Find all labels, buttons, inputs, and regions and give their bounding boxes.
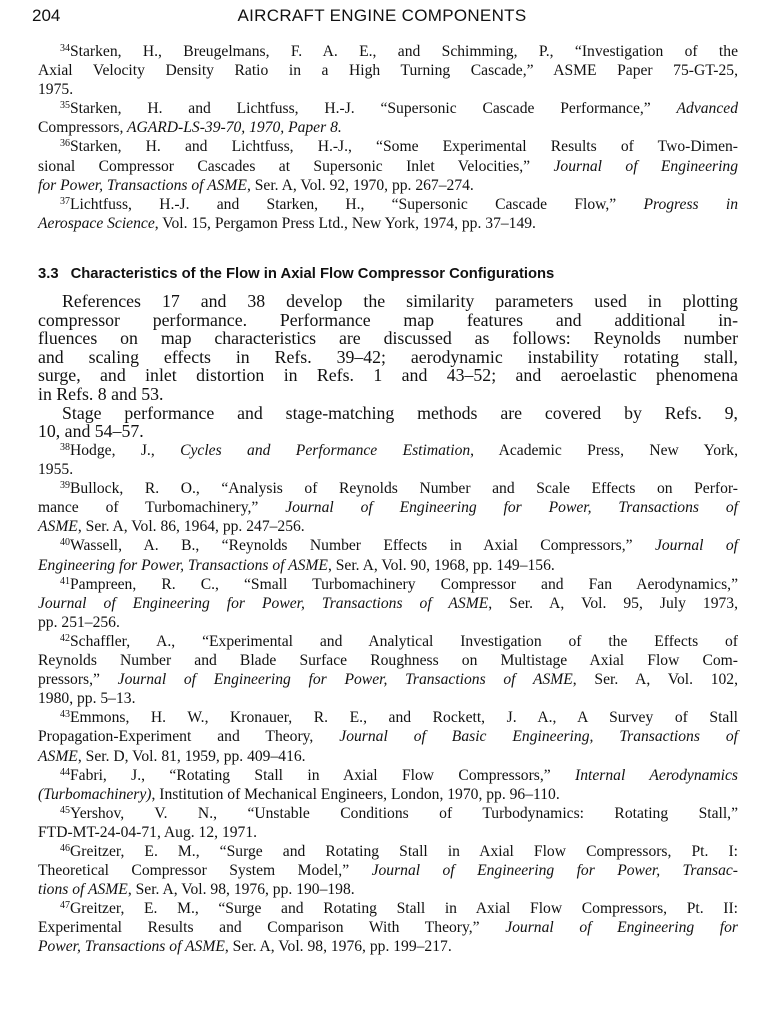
reference-text: , Ser. A, Vol. 92, 1970, pp. 267–274. (246, 176, 474, 194)
reference-entry (38, 899, 738, 956)
reference-text: Starken, H., Breugelmans, F. A. E., and Schimming, P., “Investigation of the (70, 43, 738, 60)
reference-text: , Vol. 15, Pergamon Press Ltd., New York, 1974, pp. 37–149. (154, 214, 536, 232)
reference-line (38, 460, 738, 479)
reference-line (38, 498, 738, 517)
reference-entry (38, 766, 738, 804)
italic-title: ASME (38, 518, 78, 536)
reference-line (38, 842, 738, 861)
body-line: References 17 and 38 develop the similarity parameters used in plotting (62, 291, 738, 311)
italic-title: Cycles and Performance Estimation (180, 442, 471, 459)
italic-title: Journal of Engineering for Power, Transactions of (285, 499, 738, 517)
reference-line (38, 118, 738, 137)
reference-text: , Academic Press, New York, (470, 442, 738, 459)
body-line: fluences on map characteristics are discussed as follows: Reynolds number (38, 328, 738, 349)
reference-text: Starken, H. and Lichtfuss, H.-J. “Supersonic Cascade Performance,” (70, 100, 677, 118)
italic-title: Engineering for Power, Transactions of ASME (38, 556, 328, 574)
italic-title: Progress in (643, 195, 738, 213)
reference-entry (38, 99, 738, 137)
italic-title: Journal of Engineering for Power, Transactions of ASME (38, 594, 489, 612)
reference-number: 40 (60, 537, 70, 549)
reference-text: 1975. (38, 81, 74, 99)
reference-text: pp. 251–256. (38, 613, 120, 631)
reference-line (38, 80, 738, 99)
reference-line (38, 99, 738, 118)
reference-number: 38 (60, 442, 70, 453)
section-heading (38, 266, 738, 282)
reference-number: 42 (60, 632, 70, 644)
reference-text: Compressors (38, 119, 120, 137)
reference-line (38, 517, 738, 536)
reference-text: , Ser. A, Vol. 95, July 1973, (488, 594, 738, 612)
reference-text: sional Compressor Cascades at Supersonic Inlet Velocities,” (38, 157, 554, 175)
italic-title: Aerospace Science (38, 214, 155, 232)
reference-line (38, 899, 738, 918)
reference-line (38, 536, 738, 555)
reference-text: Fabri, J., “Rotating Stall in Axial Flow Compressors,” (70, 766, 576, 784)
reference-line (38, 176, 738, 195)
italic-title: Journal of (654, 537, 738, 555)
reference-text: Yershov, V. N., “Unstable Conditions of Turbodynamics: Rotating Stall,” (70, 804, 738, 822)
reference-number: 34 (60, 43, 70, 54)
reference-entry (38, 42, 738, 99)
reference-entry (38, 575, 738, 632)
reference-entry (38, 804, 738, 842)
reference-line (38, 918, 738, 937)
running-title: AIRCRAFT ENGINE COMPONENTS (237, 6, 527, 25)
reference-line (38, 766, 738, 785)
reference-text: , Institution of Mechanical Engineers, London, 1970, pp. 96–110. (151, 785, 560, 803)
section-number: 3.3 (38, 266, 59, 282)
reference-text: Pampreen, R. C., “Small Turbomachinery Compressor and Fan Aerodynamics,” (70, 575, 738, 593)
reference-text: , Ser. A, Vol. 90, 1968, pp. 149–156. (327, 556, 555, 574)
reference-line (38, 747, 738, 766)
reference-text: Hodge, J., (70, 442, 181, 459)
reference-number: 47 (60, 900, 70, 912)
reference-line (38, 823, 738, 842)
italic-title: (Turbomachinery) (38, 785, 152, 803)
reference-entry (38, 441, 738, 479)
italic-title: Journal of Engineering for Power, Transac- (371, 862, 739, 880)
reference-text: , Ser. A, Vol. 98, 1976, pp. 190–198. (127, 881, 355, 899)
body-paragraph (38, 404, 738, 441)
body-line: surge, and inlet distortion in Refs. 1 and 43–52; and aeroelastic phenomena (38, 365, 738, 386)
reference-line (38, 479, 738, 498)
reference-entry (38, 195, 738, 233)
reference-line (38, 689, 738, 708)
reference-text: pressors,” (38, 671, 118, 689)
italic-title: Journal of Engineering (553, 157, 738, 175)
reference-entry (38, 708, 738, 765)
reference-number: 45 (60, 804, 70, 816)
reference-number: 36 (60, 138, 70, 150)
reference-list-top (38, 42, 738, 233)
reference-line (38, 651, 738, 670)
italic-title: Power, Transactions of ASME (38, 938, 225, 956)
reference-line (38, 42, 738, 61)
reference-number: 43 (60, 709, 70, 721)
reference-line (38, 613, 738, 632)
reference-entry (38, 632, 738, 708)
reference-text: Propagation-Experiment and Theory, (38, 728, 340, 746)
reference-entry (38, 842, 738, 899)
reference-line (38, 137, 738, 156)
page-number: 204 (32, 6, 61, 25)
reference-text: 1955. (38, 461, 74, 479)
reference-line (38, 861, 738, 880)
italic-title: Journal of Basic Engineering, Transactions of (339, 728, 738, 746)
body-line: and scaling effects in Refs. 39–42; aerodynamic instability rotating stall, (38, 346, 738, 367)
reference-text: Schaffler, A., “Experimental and Analytical Investigation of the Effects of (70, 632, 738, 650)
reference-entry (38, 536, 738, 574)
reference-text: Axial Velocity Density Ratio in a High Turning Cascade,” ASME Paper 75-GT-25, (38, 62, 738, 80)
reference-line (38, 195, 738, 214)
reference-line (38, 880, 738, 899)
section-body (38, 292, 738, 441)
reference-entry (38, 479, 738, 536)
body-paragraph (38, 292, 738, 404)
italic-title: , AGARD-LS-39-70, 1970, Paper 8. (119, 119, 342, 137)
italic-title: Journal of Engineering for (505, 919, 738, 937)
reference-line (38, 785, 738, 804)
reference-number: 39 (60, 480, 70, 492)
reference-number: 44 (60, 766, 70, 778)
reference-text: Theoretical Compressor System Model,” (38, 862, 372, 880)
reference-text: 1980, pp. 5–13. (38, 690, 136, 708)
reference-list-bottom (38, 441, 738, 957)
reference-number: 46 (60, 842, 70, 854)
italic-title: tions of ASME (38, 881, 128, 899)
reference-line (38, 632, 738, 651)
italic-title: ASME (38, 747, 78, 765)
reference-text: Emmons, H. W., Kronauer, R. E., and Rockett, J. A., A Survey of Stall (70, 709, 738, 727)
italic-title: for Power, Transactions of ASME (38, 176, 247, 194)
section-title: Characteristics of the Flow in Axial Flow Compressor Configurations (70, 266, 555, 282)
reference-line (38, 804, 738, 823)
body-line: in Refs. 8 and 53. (38, 383, 164, 404)
reference-line (38, 214, 738, 233)
reference-text: Bullock, R. O., “Analysis of Reynolds Number and Scale Effects on Perfor- (70, 480, 738, 498)
body-line: compressor performance. Performance map features and additional in- (38, 309, 738, 330)
reference-text: Greitzer, E. M., “Surge and Rotating Stall in Axial Flow Compressors, Pt. II: (70, 900, 738, 918)
reference-line (38, 157, 738, 176)
reference-text: mance of Turbomachinery,” (38, 499, 286, 517)
italic-title: Internal Aerodynamics (575, 766, 738, 784)
reference-line (38, 441, 738, 460)
reference-line (38, 670, 738, 689)
reference-line (38, 708, 738, 727)
reference-number: 35 (60, 100, 70, 112)
reference-line (38, 594, 738, 613)
reference-number: 41 (60, 575, 70, 587)
reference-text: Reynolds Number and Blade Surface Roughness on Multistage Axial Flow Com- (38, 652, 738, 670)
reference-line (38, 937, 738, 956)
reference-text: Lichtfuss, H.-J. and Starken, H., “Supersonic Cascade Flow,” (70, 195, 644, 213)
reference-line (38, 556, 738, 575)
reference-text: , Ser. A, Vol. 86, 1964, pp. 247–256. (77, 518, 305, 536)
reference-text: Wassell, A. B., “Reynolds Number Effects in Axial Compressors,” (70, 537, 655, 555)
reference-text: Greitzer, E. M., “Surge and Rotating Stall in Axial Flow Compressors, Pt. I: (70, 842, 738, 860)
reference-text: , Ser. D, Vol. 81, 1959, pp. 409–416. (77, 747, 306, 765)
reference-line (38, 727, 738, 746)
reference-entry (38, 137, 738, 194)
running-header (32, 6, 732, 32)
reference-text: , Ser. A, Vol. 102, (572, 671, 738, 689)
italic-title: Journal of Engineering for Power, Transactions of ASME (117, 671, 573, 689)
reference-text: FTD-MT-24-04-71, Aug. 12, 1971. (38, 823, 258, 841)
italic-title: Advanced (676, 100, 738, 118)
reference-text: , Ser. A, Vol. 98, 1976, pp. 199–217. (224, 938, 452, 956)
body-line: 10, and 54–57. (38, 421, 144, 442)
reference-text: Starken, H. and Lichtfuss, H.-J., “Some Experimental Results of Two-Dimen- (70, 138, 738, 156)
reference-line (38, 575, 738, 594)
reference-text: Experimental Results and Comparison With Theory,” (38, 919, 506, 937)
reference-number: 37 (60, 195, 70, 207)
reference-line (38, 61, 738, 80)
body-line: Stage performance and stage-matching methods are covered by Refs. 9, (62, 402, 738, 423)
